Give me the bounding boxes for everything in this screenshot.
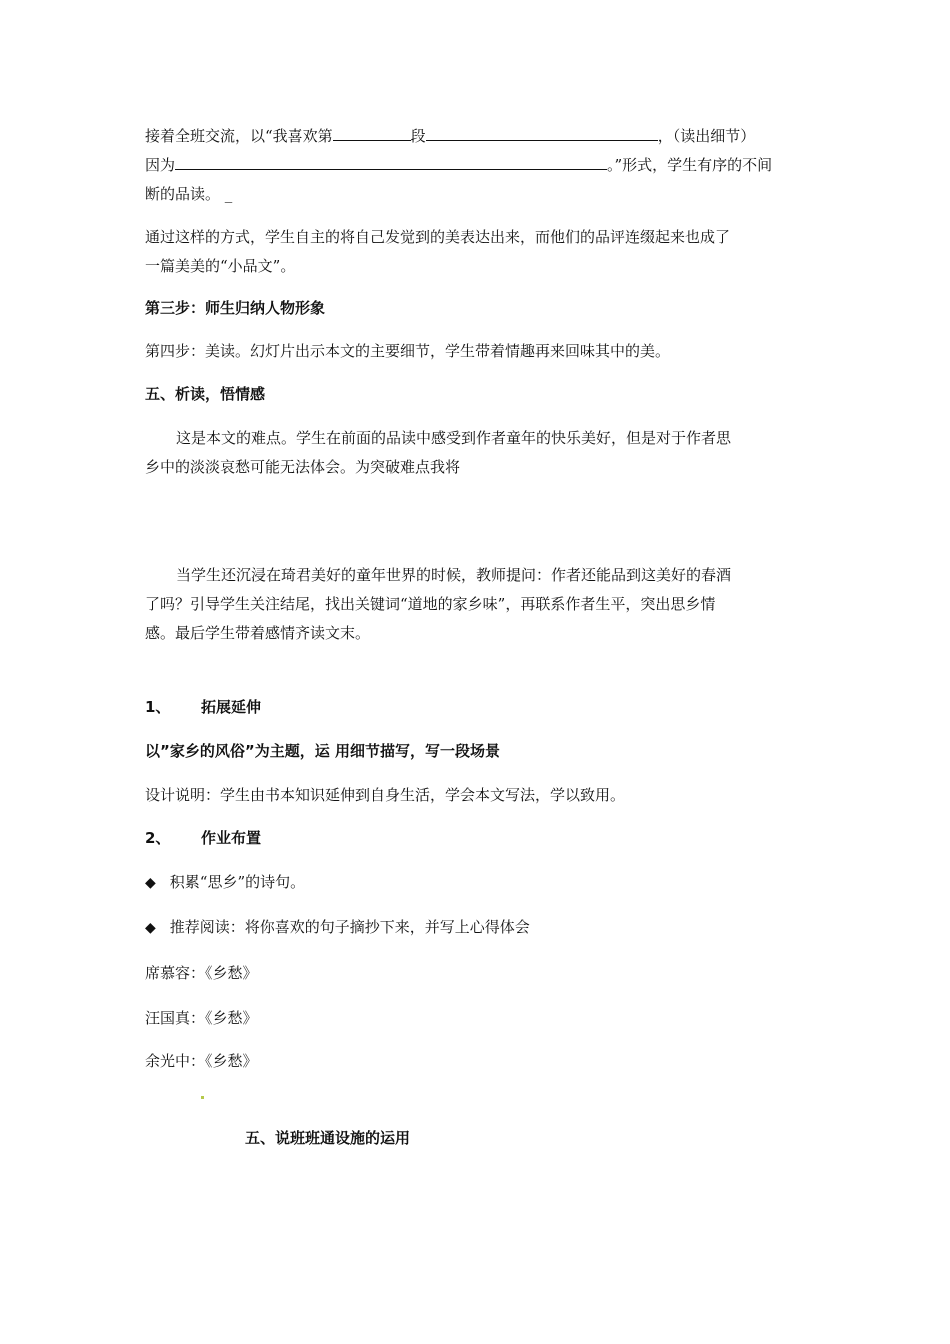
step-text: 第四步：美读。幻灯片出示本文的主要细节，学生带着情趣再来回味其中的美。: [145, 342, 671, 360]
fill-in-line-2: [145, 155, 772, 175]
paragraph-line: 断的品读。 _: [145, 185, 233, 203]
paragraph-line: 当学生还沉浸在琦君美好的童年世界的时候，教师提问：作者还能品到这美好的春酒: [176, 566, 732, 584]
diamond-bullet-icon: ◆: [145, 875, 156, 891]
list-item-heading: [145, 697, 261, 717]
text-segment: 。”形式，学生有序的不间: [607, 156, 773, 174]
blank-detail: [426, 126, 658, 141]
list-number: 2、: [145, 829, 171, 847]
bullet-item: [145, 917, 530, 938]
list-number: 1、: [145, 698, 171, 716]
text-segment: ，（读出细节）: [657, 127, 756, 145]
paragraph-line: 乡中的淡淡哀愁可能无法体会。为突破难点我将: [145, 458, 461, 476]
bullet-text: 推荐阅读：将你喜欢的句子摘抄下来，并写上心得体会: [169, 918, 530, 936]
paragraph-line: 通过这样的方式，学生自主的将自己发觉到的美表达出来，而他们的品评连缀起来也成了: [145, 228, 731, 246]
text-segment: 因为: [145, 156, 176, 174]
paragraph-line: 一篇美美的“小品文”。: [145, 257, 296, 275]
reading-item: 席慕容：《乡愁》: [145, 964, 258, 982]
bullet-item: [145, 872, 305, 893]
paragraph-line: 这是本文的难点。学生在前面的品读中感受到作者童年的快乐美好，但是对于作者思: [176, 429, 732, 447]
list-label: 作业布置: [201, 829, 262, 847]
text-segment: 段: [410, 127, 426, 145]
fill-in-line-1: [145, 126, 755, 146]
bullet-text: 积累“思乡”的诗句。: [169, 873, 306, 891]
paragraph-line: 了吗？引导学生关注结尾，找出关键词“道地的家乡味”，再联系作者生平，突出思乡情: [145, 595, 716, 613]
reading-item: 汪国真：《乡愁》: [145, 1009, 258, 1027]
paragraph-line: 感。最后学生带着感情齐读文末。: [145, 624, 371, 642]
text-segment: 接着全班交流，以“我喜欢第: [145, 127, 333, 145]
diamond-bullet-icon: ◆: [145, 920, 156, 936]
reading-item: 余光中：《乡愁》: [145, 1052, 258, 1070]
blank-paragraph-number: [333, 126, 411, 141]
final-section-heading: 五、说班班通设施的运用: [245, 1129, 411, 1147]
list-item-heading: [145, 828, 261, 848]
design-note: 设计说明：学生由书本知识延伸到自身生活，学会本文写法，学以致用。: [145, 786, 626, 804]
section-heading: 五、析读，悟情感: [145, 385, 266, 403]
blank-reason: [175, 155, 607, 170]
list-label: 拓展延伸: [201, 698, 262, 716]
stray-mark: [201, 1096, 204, 1099]
step-heading: 第三步：师生归纳人物形象: [145, 299, 326, 317]
task-heading: 以”家乡的风俗”为主题，运 用细节描写，写一段场景: [145, 742, 500, 760]
